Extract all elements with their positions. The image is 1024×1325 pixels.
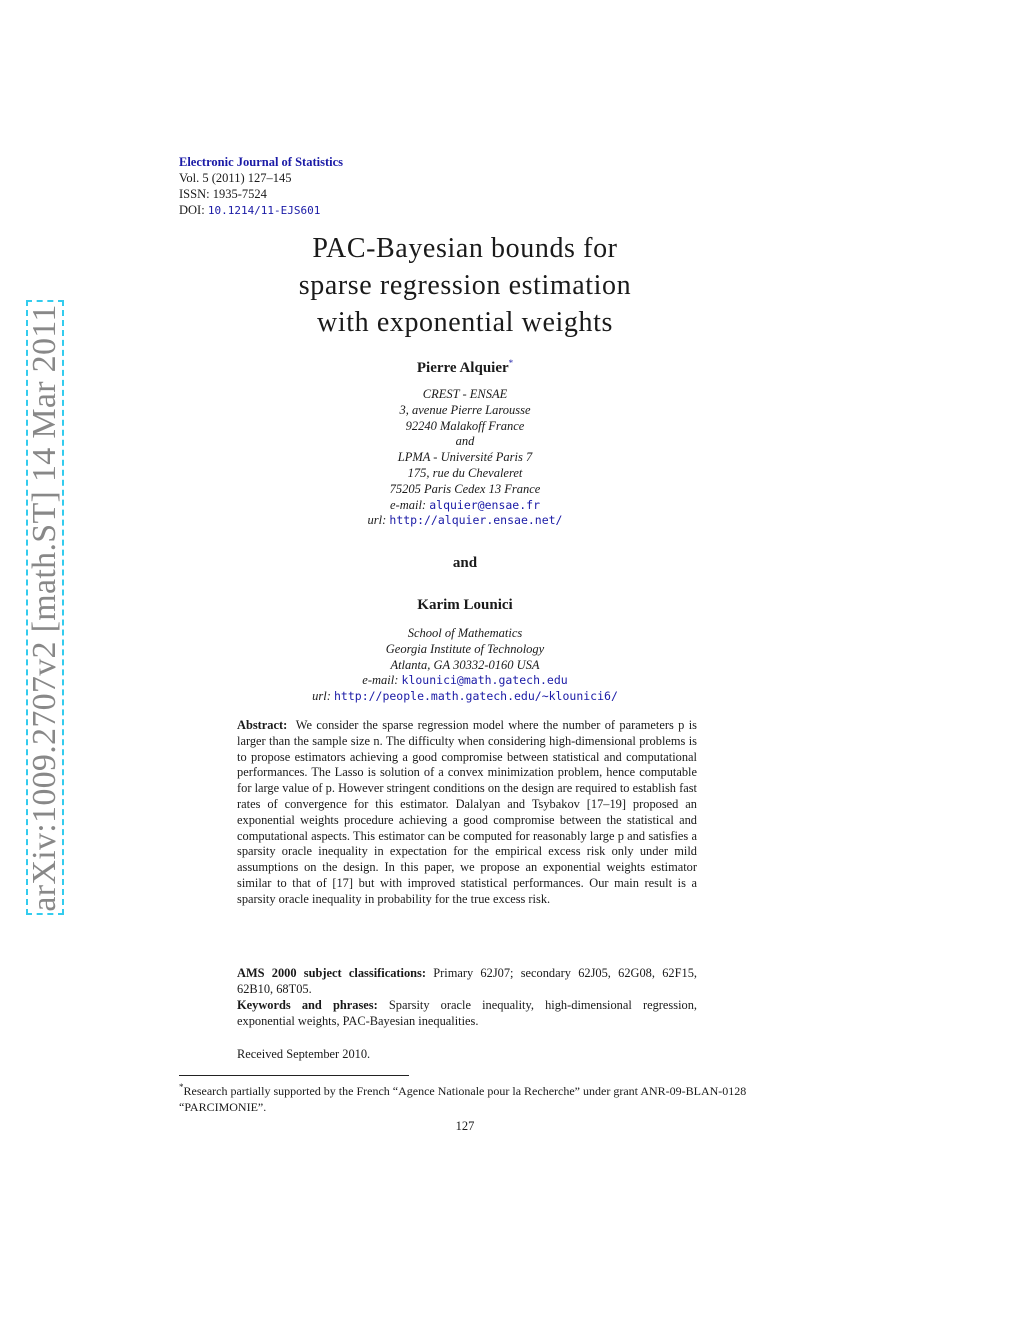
abstract-text: We consider the sparse regression model where the number of parameters p is larger than the sample size n. The difficulty when considering high-dimensional problems is to propose estimators achieving a good compromise between statistical and computational performances. The Lasso is solution of a convex minimization problem, hence computable for large value of p. However stringent conditions on the design are required to establish fast rates of convergence for this estimator. Dalalyan and Tsybakov [17–19] proposed an exponential weights procedure achieving a good compromise between the statistical and computational aspects. This estimator can be computed for reasonably large p and satisfies a sparsity oracle inequality in expectation for the empirical excess risk only under mild assumptions on the design. In this paper, we propose an exponential weights estimator similar to that of [17] but with improved statistical performances. Our main result is a sparsity oracle inequality in probability for the true excess risk. — [237, 718, 697, 906]
journal-doi — [179, 202, 343, 219]
keywords-label: Keywords and phrases: — [237, 998, 378, 1012]
journal-volume: Vol. 5 (2011) 127–145 — [179, 171, 292, 185]
affil-line: CREST - ENSAE — [422, 387, 508, 401]
footnote-divider — [179, 1075, 409, 1076]
email-link[interactable]: klounici@math.gatech.edu — [401, 673, 568, 688]
keywords — [237, 998, 697, 1030]
affil-line: 92240 Malakoff France — [405, 418, 525, 433]
footnote-mark: * — [179, 1082, 184, 1092]
ams-label: AMS 2000 subject classifications: — [237, 966, 427, 980]
author-1-affiliation — [200, 387, 730, 529]
affil-line: LPMA - Université Paris 7 — [397, 450, 533, 465]
keywords-text: Sparsity oracle inequality, high-dimensional regression, exponential weights, PAC-Bayesian inequalities. — [237, 998, 698, 1028]
journal-issn: ISSN: 1935-7524 — [179, 187, 267, 201]
email-link[interactable]: alquier@ensae.fr — [429, 497, 540, 512]
url-link[interactable]: http://alquier.ensae.net/ — [389, 513, 563, 528]
footnote — [179, 1079, 759, 1115]
url-label: url: — [312, 689, 331, 704]
email-line — [200, 673, 730, 689]
ams-classification — [237, 966, 697, 998]
abstract — [237, 718, 697, 908]
email-label: e-mail: — [389, 497, 427, 512]
paper-title — [200, 230, 730, 341]
affil-line: 75205 Paris Cedex 13 France — [389, 481, 541, 496]
affil-line: School of Mathematics — [407, 626, 523, 640]
affil-line: Atlanta, GA 30332-0160 USA — [390, 657, 540, 672]
email-line — [200, 498, 730, 514]
url-line — [200, 689, 730, 705]
url-link[interactable]: http://people.math.gatech.edu/∼klounici6/ — [334, 689, 618, 704]
author-2-affiliation — [200, 626, 730, 705]
author-name-2: Karim Lounici — [417, 597, 513, 613]
url-line — [200, 513, 730, 529]
author-1-name: Pierre Alquier — [416, 360, 509, 376]
affil-line: 3, avenue Pierre Larousse — [399, 402, 531, 417]
doi-label: DOI: — [179, 203, 205, 217]
doi-link[interactable]: 10.1214/11-EJS601 — [207, 204, 321, 217]
title-line-1: PAC-Bayesian bounds for — [312, 233, 618, 264]
journal-header — [179, 154, 343, 219]
abstract-label: Abstract: — [237, 718, 288, 732]
title-line-3: with exponential weights — [317, 307, 613, 338]
ams-text: Primary 62J07; secondary 62J05, 62G08, 62F15, 62B10, 68T05. — [237, 966, 697, 996]
footnote-marker-link[interactable]: * — [508, 358, 514, 368]
arxiv-stamp — [26, 300, 64, 915]
received-date: Received September 2010. — [237, 1047, 371, 1061]
affil-line: Georgia Institute of Technology — [385, 641, 545, 656]
author-name-1 — [200, 358, 730, 377]
affil-line: and — [455, 434, 475, 449]
title-line-2: sparse regression estimation — [298, 270, 632, 301]
journal-name-link[interactable]: Electronic Journal of Statistics — [179, 155, 343, 169]
page-number: 127 — [455, 1119, 475, 1133]
url-label: url: — [367, 513, 387, 528]
affil-line: 175, rue du Chevaleret — [407, 465, 523, 480]
arxiv-stamp-text: arXiv:1009.2707v2 [math.ST] 14 Mar 2011 — [26, 303, 63, 912]
email-label: e-mail: — [362, 673, 399, 688]
footnote-text: Research partially supported by the French “Agence Nationale pour la Recherche” under grant ANR-09-BLAN-0128 “PARCIMONIE”. — [179, 1084, 747, 1114]
author-separator: and — [452, 555, 478, 571]
